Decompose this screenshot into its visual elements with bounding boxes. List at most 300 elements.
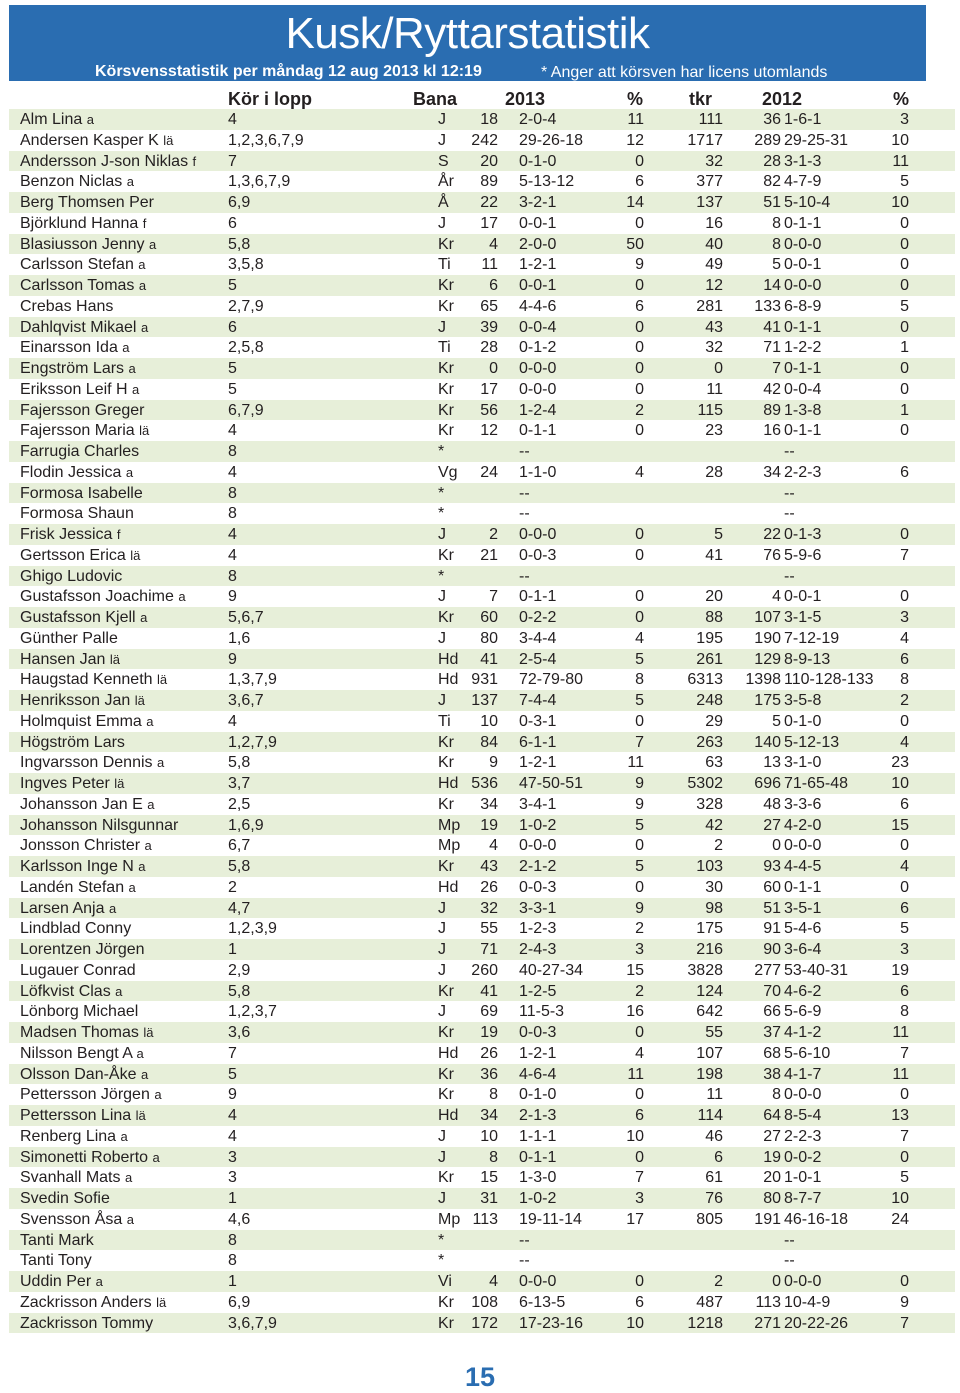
driver-name [20, 774, 124, 793]
cell-lopp: 4 [228, 1107, 237, 1124]
cell-bana: Kr [438, 1169, 454, 1187]
cell-bana: Kr [438, 1293, 454, 1311]
cell-bana: Mp [438, 816, 461, 834]
cell-res: 0-3-1 [519, 712, 557, 730]
cell-bana: J [438, 692, 446, 709]
cell-pct: 3 [635, 941, 644, 958]
cell-res12: 3-6-4 [784, 941, 822, 958]
table-row [9, 649, 955, 670]
cell-starts: 26 [480, 1044, 498, 1062]
driver-name-text: Lindblad Conny [20, 920, 132, 938]
table-row [9, 711, 955, 732]
cell-bana: Hd [438, 1107, 459, 1124]
cell-starts: 6 [489, 277, 498, 294]
cell-pct: 6 [635, 173, 644, 191]
cell-pct: 0 [635, 1086, 644, 1104]
cell-pct12: 6 [900, 899, 909, 917]
cell-res: 0-1-1 [519, 1148, 557, 1166]
cell-tkr: 76 [705, 1190, 723, 1207]
table-row [9, 337, 955, 358]
header-pct: % [627, 89, 644, 109]
driver-license-suffix: a [144, 838, 152, 854]
cell-pct12: 6 [900, 650, 909, 668]
cell-lopp: 1,3,6,7,9 [228, 173, 291, 191]
driver-name-text: Olsson Dan-Åke [20, 1065, 137, 1083]
table-row [9, 379, 955, 400]
cell-res12: 3-5-1 [784, 899, 822, 917]
cell-starts: 15 [480, 1169, 498, 1187]
driver-license-suffix: a [138, 257, 146, 273]
cell-res: 0-0-0 [519, 837, 557, 855]
cell-res12: 3-1-3 [784, 152, 822, 170]
cell-starts12: 51 [763, 899, 781, 917]
cell-pct: 14 [626, 194, 644, 211]
cell-starts: 34 [480, 795, 498, 813]
cell-pct: 10 [626, 1127, 644, 1145]
cell-res: 0-0-0 [519, 360, 557, 377]
cell-res12: 2-2-3 [784, 463, 822, 481]
cell-res12: -- [784, 1231, 795, 1249]
driver-name-text: Alm Lina [20, 111, 83, 128]
table-row [9, 317, 955, 338]
cell-lopp: 2 [228, 878, 237, 896]
cell-bana: Kr [438, 858, 454, 875]
cell-lopp: 5 [228, 1065, 237, 1083]
cell-pct12: 23 [891, 754, 909, 772]
driver-license-suffix: lä [114, 776, 125, 791]
driver-name [20, 878, 136, 897]
driver-name [20, 1044, 144, 1063]
driver-name [20, 836, 152, 855]
cell-res12: 0-1-0 [784, 712, 822, 730]
cell-pct: 0 [635, 318, 644, 336]
cell-pct12: 1 [900, 339, 909, 357]
table-row [9, 1064, 955, 1085]
cell-res: 1-2-1 [519, 256, 557, 274]
cell-bana: J [438, 526, 446, 543]
table-row [9, 1001, 955, 1022]
table-row [9, 1209, 955, 1230]
driver-name [20, 587, 186, 606]
cell-pct12: 0 [900, 588, 909, 606]
cell-starts: 41 [480, 650, 498, 668]
driver-name [20, 546, 140, 565]
driver-license-suffix: a [120, 1128, 128, 1144]
cell-tkr: 40 [705, 235, 723, 253]
cell-pct12: 10 [891, 1190, 909, 1207]
cell-res12: 0-1-1 [784, 214, 822, 232]
driver-name-text: Tanti Tony [20, 1252, 92, 1270]
cell-lopp: 8 [228, 505, 237, 523]
cell-tkr: 111 [698, 111, 723, 128]
cell-bana: Ti [438, 339, 451, 357]
cell-res: 3-3-1 [519, 899, 557, 917]
driver-name [20, 214, 146, 233]
cell-starts12: 133 [754, 297, 781, 315]
cell-starts: 65 [480, 297, 498, 315]
driver-name [20, 276, 146, 295]
cell-res12: 0-1-1 [784, 878, 822, 896]
cell-starts12: 107 [754, 609, 781, 626]
cell-tkr: 11 [706, 1086, 723, 1104]
cell-lopp: 9 [228, 1086, 237, 1104]
cell-lopp: 3,5,8 [228, 256, 264, 274]
driver-name [20, 733, 125, 752]
driver-name [20, 670, 167, 689]
cell-bana: * [438, 567, 445, 585]
cell-tkr: 20 [705, 588, 723, 606]
driver-name-text: Blasiusson Jenny [20, 235, 145, 253]
cell-pct: 2 [635, 401, 644, 419]
cell-bana: Kr [438, 546, 454, 564]
cell-bana: Mp [438, 837, 461, 855]
cell-starts: 24 [480, 463, 498, 481]
cell-starts12: 27 [763, 1127, 781, 1145]
cell-pct: 4 [635, 629, 644, 647]
driver-name [20, 712, 154, 731]
cell-tkr: 263 [696, 733, 723, 751]
cell-starts12: 696 [754, 775, 781, 792]
driver-name-text: Zackrisson Anders [20, 1293, 152, 1311]
cell-pct: 7 [635, 1169, 644, 1187]
driver-name-text: Nilsson Bengt A [20, 1044, 133, 1062]
driver-name-text: Lorentzen Jörgen [20, 941, 145, 958]
cell-res12: 1-6-1 [784, 111, 822, 128]
driver-name-text: Henriksson Jan [20, 692, 131, 709]
cell-pct: 0 [635, 588, 644, 606]
cell-pct12: 0 [900, 380, 909, 398]
cell-lopp: 1,6,9 [228, 816, 264, 834]
cell-res12: 1-2-2 [784, 339, 822, 357]
driver-license-suffix: a [178, 589, 186, 605]
driver-name [20, 401, 145, 420]
cell-starts: 32 [480, 899, 498, 917]
cell-pct12: 6 [900, 463, 909, 481]
table-row [9, 690, 955, 711]
cell-res12: 4-7-9 [784, 173, 822, 191]
cell-res12: 5-4-6 [784, 920, 822, 938]
cell-lopp: 1,3,7,9 [228, 671, 277, 689]
cell-bana: J [438, 629, 446, 647]
cell-starts: 137 [471, 692, 498, 709]
cell-starts12: 68 [763, 1044, 781, 1062]
cell-pct: 7 [635, 733, 644, 751]
driver-name-text: Svanhall Mats [20, 1169, 121, 1187]
cell-bana: J [438, 941, 446, 958]
cell-res: 4-4-6 [519, 297, 557, 315]
table-row [9, 130, 955, 151]
cell-res: 0-0-3 [519, 878, 557, 896]
cell-bana: J [438, 214, 446, 232]
cell-starts: 17 [480, 380, 498, 398]
cell-res: 0-0-3 [519, 546, 557, 564]
table-row [9, 400, 955, 421]
cell-pct12: 15 [891, 816, 909, 834]
driver-name [20, 463, 133, 482]
cell-tkr: 805 [696, 1210, 723, 1228]
driver-license-suffix: a [108, 900, 117, 916]
cell-starts: 2 [489, 526, 498, 543]
cell-tkr: 2 [714, 1273, 723, 1290]
cell-starts: 21 [480, 546, 498, 564]
cell-starts12: 5 [772, 256, 781, 274]
cell-pct12: 0 [900, 318, 909, 336]
cell-pct: 8 [635, 671, 644, 689]
cell-res: 19-11-14 [519, 1210, 582, 1228]
table-row [9, 877, 955, 898]
driver-name [20, 359, 136, 378]
cell-pct: 11 [627, 1065, 644, 1083]
cell-pct12: 0 [900, 837, 909, 855]
cell-tkr: 28 [705, 463, 723, 481]
driver-license-suffix: a [122, 340, 130, 356]
cell-pct12: 24 [891, 1210, 909, 1228]
cell-lopp: 1,6 [228, 629, 251, 647]
cell-starts12: 60 [763, 878, 781, 896]
cell-lopp: 9 [228, 588, 237, 606]
cell-res12: 2-2-3 [784, 1127, 822, 1145]
driver-name-text: Ghigo Ludovic [20, 567, 123, 585]
cell-starts: 89 [480, 173, 498, 191]
cell-pct12: 7 [900, 1127, 909, 1145]
driver-name-text: Hansen Jan [20, 650, 106, 668]
driver-license-suffix: a [140, 610, 148, 625]
cell-bana: Kr [438, 609, 454, 626]
cell-starts: 71 [480, 941, 498, 958]
driver-name [20, 816, 178, 835]
cell-starts12: 36 [763, 111, 781, 128]
cell-pct12: 0 [900, 214, 909, 232]
driver-name-text: Larsen Anja [20, 899, 105, 917]
driver-name [20, 899, 116, 918]
cell-lopp: 4 [228, 463, 237, 481]
table-row [9, 234, 955, 255]
cell-pct12: 0 [900, 235, 909, 253]
driver-license-suffix: a [140, 319, 149, 335]
cell-lopp: 1,2,3,6,7,9 [228, 131, 304, 149]
cell-lopp: 7 [228, 1044, 237, 1062]
cell-bana: Kr [438, 1024, 454, 1041]
cell-bana: Kr [438, 360, 454, 377]
cell-lopp: 9 [228, 650, 237, 668]
driver-license-suffix: a [126, 174, 134, 190]
cell-tkr: 261 [696, 650, 723, 668]
cell-pct12: 7 [900, 1314, 909, 1332]
cell-res12: 5-6-9 [784, 1003, 822, 1021]
driver-name-text: Farrugia Charles [20, 443, 140, 460]
cell-lopp: 2,9 [228, 961, 251, 979]
cell-tkr: 0 [714, 360, 723, 377]
cell-pct12: 0 [900, 360, 909, 377]
cell-starts: 20 [480, 152, 498, 170]
driver-license-suffix: lä [134, 693, 145, 708]
cell-starts12: 271 [754, 1314, 781, 1332]
table-row [9, 503, 955, 524]
driver-name [20, 421, 149, 440]
cell-res: 0-1-1 [519, 588, 557, 606]
cell-res12: -- [784, 484, 795, 502]
cell-pct: 5 [635, 692, 644, 709]
table-row [9, 192, 955, 213]
table-row [9, 815, 955, 836]
cell-res12: 4-4-5 [784, 858, 822, 875]
cell-starts12: 38 [763, 1065, 781, 1083]
cell-pct: 4 [635, 1044, 644, 1062]
driver-name [20, 1272, 103, 1291]
driver-name [20, 193, 154, 212]
header-pct-2012: % [893, 89, 910, 109]
cell-lopp: 5 [228, 380, 237, 398]
driver-license-suffix: f [142, 215, 147, 231]
cell-starts: 41 [480, 982, 498, 1000]
cell-lopp: 3,6 [228, 1024, 251, 1041]
driver-license-suffix: a [148, 236, 157, 252]
cell-tkr: 41 [705, 546, 723, 564]
cell-res: 11-5-3 [519, 1003, 565, 1021]
cell-pct12: 11 [892, 1065, 909, 1083]
cell-bana: Kr [438, 380, 454, 398]
cell-tkr: 107 [696, 1044, 723, 1062]
cell-starts12: 8 [772, 214, 781, 232]
cell-res12: 3-5-8 [784, 692, 822, 709]
driver-name [20, 919, 131, 938]
cell-starts: 56 [480, 401, 498, 419]
driver-name [20, 338, 130, 357]
cell-bana: Kr [438, 795, 454, 813]
cell-starts12: 4 [772, 588, 781, 606]
cell-pct: 11 [627, 754, 644, 772]
cell-lopp: 8 [228, 1231, 237, 1249]
table-row [9, 109, 955, 130]
cell-starts12: 64 [763, 1107, 781, 1124]
driver-name [20, 857, 146, 876]
driver-name-text: Formosa Isabelle [20, 484, 143, 502]
cell-res12: 0-0-0 [784, 277, 822, 294]
cell-bana: J [438, 1003, 446, 1021]
cell-tkr: 198 [696, 1065, 723, 1083]
cell-lopp: 8 [228, 567, 237, 585]
cell-bana: Kr [438, 297, 454, 315]
cell-lopp: 1,2,3,7 [228, 1003, 277, 1021]
cell-starts: 12 [480, 422, 498, 440]
table-row [9, 1271, 955, 1292]
cell-res12: 0-0-0 [784, 837, 822, 855]
driver-name [20, 110, 94, 129]
cell-bana: Kr [438, 422, 454, 440]
driver-name-text: Jonsson Christer [20, 837, 141, 855]
cell-starts: 8 [489, 1148, 498, 1166]
cell-starts: 536 [471, 775, 498, 792]
driver-license-suffix: lä [130, 547, 141, 563]
driver-name [20, 1189, 110, 1208]
driver-name-text: Fajersson Maria [20, 422, 135, 440]
cell-pct: 0 [635, 360, 644, 377]
cell-starts12: 41 [763, 318, 781, 336]
driver-name [20, 172, 134, 191]
cell-bana: Mp [438, 1210, 461, 1228]
cell-bana: Vg [438, 463, 458, 481]
cell-pct: 0 [635, 546, 644, 564]
cell-res: 0-0-1 [519, 214, 557, 232]
cell-res: 0-1-0 [519, 152, 557, 170]
cell-starts: 11 [481, 256, 498, 274]
cell-res12: -- [784, 443, 795, 460]
cell-lopp: 8 [228, 484, 237, 502]
driver-name-text: Flodin Jessica [20, 463, 122, 481]
cell-lopp: 3 [228, 1148, 237, 1166]
driver-name [20, 297, 113, 316]
cell-res: 6-13-5 [519, 1293, 566, 1311]
cell-res: 1-0-2 [519, 816, 557, 834]
table-row [9, 586, 955, 607]
cell-pct12: 19 [891, 961, 909, 979]
table-row [9, 1147, 955, 1168]
cell-starts12: 76 [763, 546, 781, 564]
driver-license-suffix: a [86, 112, 94, 127]
cell-starts: 4 [489, 1273, 498, 1290]
cell-tkr: 195 [696, 629, 723, 647]
cell-pct: 3 [635, 1190, 644, 1207]
table-row [9, 1084, 955, 1105]
cell-pct: 2 [635, 982, 644, 1000]
driver-name-text: Pettersson Jörgen [20, 1086, 150, 1104]
driver-license-suffix: lä [156, 1294, 167, 1310]
driver-name-text: Madsen Thomas [20, 1024, 139, 1041]
cell-bana: J [438, 111, 446, 128]
cell-res: 0-0-0 [519, 380, 557, 398]
cell-pct: 0 [635, 609, 644, 626]
cell-res12: -- [784, 567, 795, 585]
cell-res12: 4-1-2 [784, 1024, 822, 1041]
table-row [9, 566, 955, 587]
cell-bana: J [438, 1190, 446, 1207]
cell-tkr: 55 [705, 1024, 723, 1041]
cell-lopp: 2,5,8 [228, 339, 264, 357]
driver-license-suffix: f [192, 153, 197, 169]
cell-res12: 0-0-0 [784, 1086, 822, 1104]
driver-license-suffix: lä [143, 1025, 154, 1040]
cell-tkr: 248 [696, 692, 723, 709]
driver-name [20, 1106, 146, 1125]
cell-res: 0-1-0 [519, 1086, 557, 1104]
cell-tkr: 487 [696, 1293, 723, 1311]
cell-bana: J [438, 318, 446, 336]
driver-license-suffix: a [136, 1045, 144, 1061]
cell-lopp: 4 [228, 546, 237, 564]
table-row [9, 462, 955, 483]
cell-starts: 69 [480, 1003, 498, 1021]
driver-license-suffix: a [138, 859, 146, 874]
cell-pct: 6 [635, 297, 644, 315]
driver-license-suffix: a [125, 464, 134, 480]
driver-name-text: Svedin Sofie [20, 1190, 110, 1207]
cell-pct: 15 [626, 961, 644, 979]
cell-pct12: 0 [900, 1086, 909, 1104]
driver-name [20, 152, 196, 171]
cell-pct12: 11 [892, 152, 909, 170]
cell-pct: 5 [635, 650, 644, 668]
cell-tkr: 98 [705, 899, 723, 917]
cell-pct12: 4 [900, 733, 909, 751]
driver-name [20, 650, 120, 669]
cell-res12: 5-12-13 [784, 733, 840, 751]
driver-name [20, 131, 173, 150]
cell-starts: 18 [480, 111, 498, 128]
cell-pct: 0 [635, 422, 644, 440]
cell-pct12: 5 [900, 920, 909, 938]
cell-pct12: 4 [900, 858, 909, 875]
cell-starts: 10 [480, 1127, 498, 1145]
